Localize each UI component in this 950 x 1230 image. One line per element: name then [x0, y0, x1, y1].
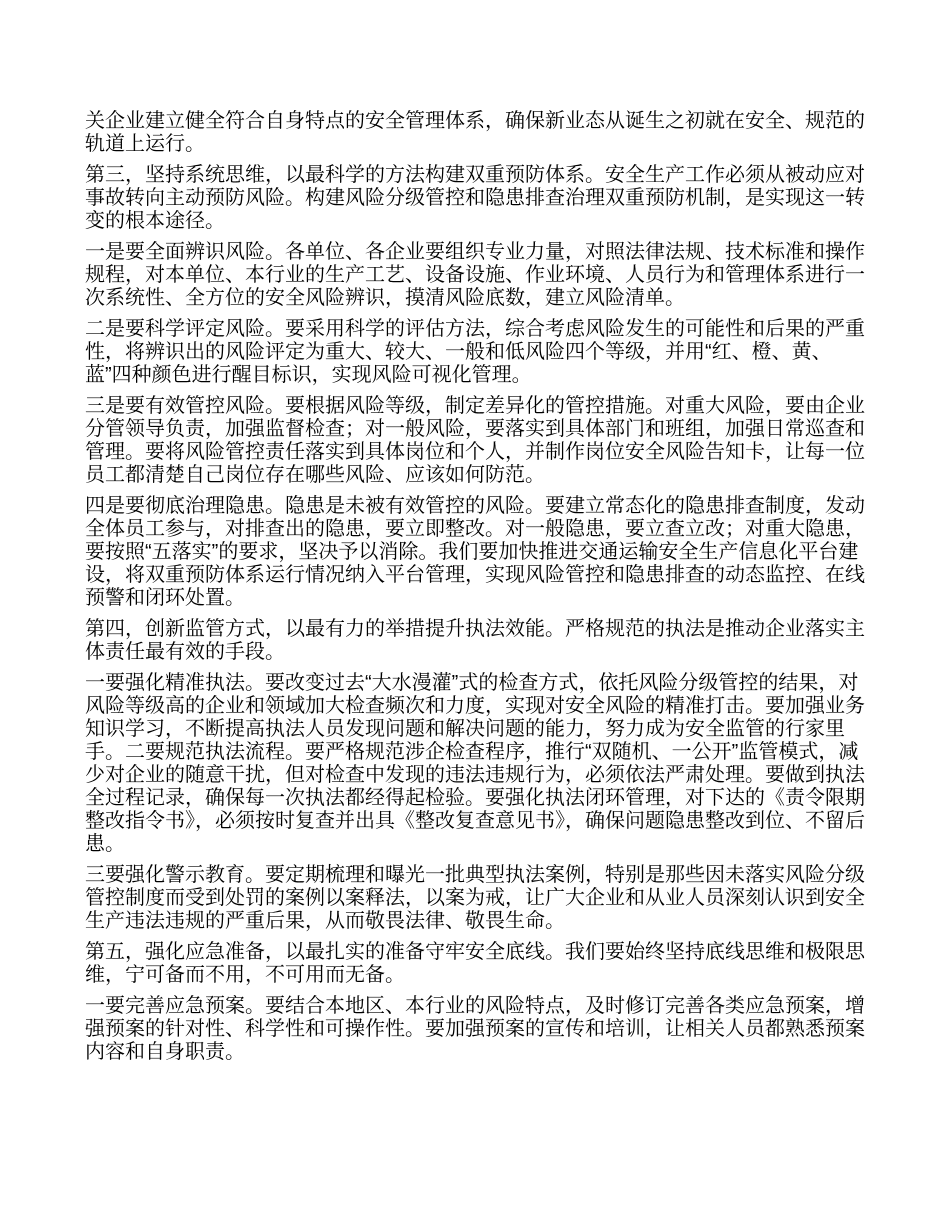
paragraph-section-4: 第四，创新监管方式，以最有力的举措提升执法效能。严格规范的执法是推动企业落实主体责任最有效的手段。 — [85, 618, 865, 663]
paragraph-continuation: 关企业建立健全符合自身特点的安全管理体系，确保新业态从诞生之初就在安全、规范的轨道上运行。 — [85, 110, 865, 155]
paragraph-point-1: 一是要全面辨识风险。各单位、各企业要组织专业力量，对照法律法规、技术标准和操作规程，对本单位、本行业的生产工艺、设备设施、作业环境、人员行为和管理体系进行一次系统性、全方位的安全风险辨识，摸清风险底数，建立风险清单。 — [85, 241, 865, 309]
paragraph-section-3: 第三，坚持系统思维，以最科学的方法构建双重预防体系。安全生产工作必须从被动应对事故转向主动预防风险。构建风险分级管控和隐患排查治理双重预防机制，是实现这一转变的根本途径。 — [85, 164, 865, 232]
paragraph-point-2: 二是要科学评定风险。要采用科学的评估方法，综合考虑风险发生的可能性和后果的严重性，将辨识出的风险评定为重大、较大、一般和低风险四个等级，并用“红、橙、黄、蓝”四种颜色进行醒目标识，实现风险可视化管理。 — [85, 318, 865, 386]
paragraph-point-3: 三是要有效管控风险。要根据风险等级，制定差异化的管控措施。对重大风险，要由企业分管领导负责，加强监督检查；对一般风险，要落实到具体部门和班组，加强日常巡查和管理。要将风险管控责任落实到具体岗位和个人，并制作岗位安全风险告知卡，让每一位员工都清楚自己岗位存在哪些风险、应该如何防范。 — [85, 395, 865, 486]
paragraph-point-4: 四是要彻底治理隐患。隐患是未被有效管控的风险。要建立常态化的隐患排查制度，发动全体员工参与，对排查出的隐患，要立即整改。对一般隐患，要立查立改；对重大隐患，要按照“五落实”的要求，坚决予以消除。我们要加快推进交通运输安全生产信息化平台建设，将双重预防体系运行情况纳入平台管理，实现风险管控和隐患排查的动态监控、在线预警和闭环处置。 — [85, 495, 865, 609]
paragraph-enforcement-1-2: 一要强化精准执法。要改变过去“大水漫灌”式的检查方式，依托风险分级管控的结果，对风险等级高的企业和领域加大检查频次和力度，实现对安全风险的精准打击。要加强业务知识学习，不断提高执法人员发现问题和解决问题的能力，努力成为安全监管的行家里手。二要规范执法流程。要严格规范涉企检查程序，推行“双随机、一公开”监管模式，减少对企业的随意干扰，但对检查中发现的违法违规行为，必须依法严肃处理。要做到执法全过程记录，确保每一次执法都经得起检验。要强化执法闭环管理，对下达的《责令限期整改指令书》，必须按时复查并出具《整改复查意见书》，确保问题隐患整改到位、不留后患。 — [85, 672, 865, 855]
paragraph-emergency-plan: 一要完善应急预案。要结合本地区、本行业的风险特点，及时修订完善各类应急预案，增强预案的针对性、科学性和可操作性。要加强预案的宣传和培训，让相关人员都熟悉预案内容和自身职责。 — [85, 995, 865, 1063]
paragraph-enforcement-3: 三要强化警示教育。要定期梳理和曝光一批典型执法案例，特别是那些因未落实风险分级管控制度而受到处罚的案例以案释法，以案为戒，让广大企业和从业人员深刻认识到安全生产违法违规的严重后果，从而敬畏法律、敬畏生命。 — [85, 864, 865, 932]
paragraph-section-5: 第五，强化应急准备，以最扎实的准备守牢安全底线。我们要始终坚持底线思维和极限思维，宁可备而不用，不可用而无备。 — [85, 941, 865, 986]
